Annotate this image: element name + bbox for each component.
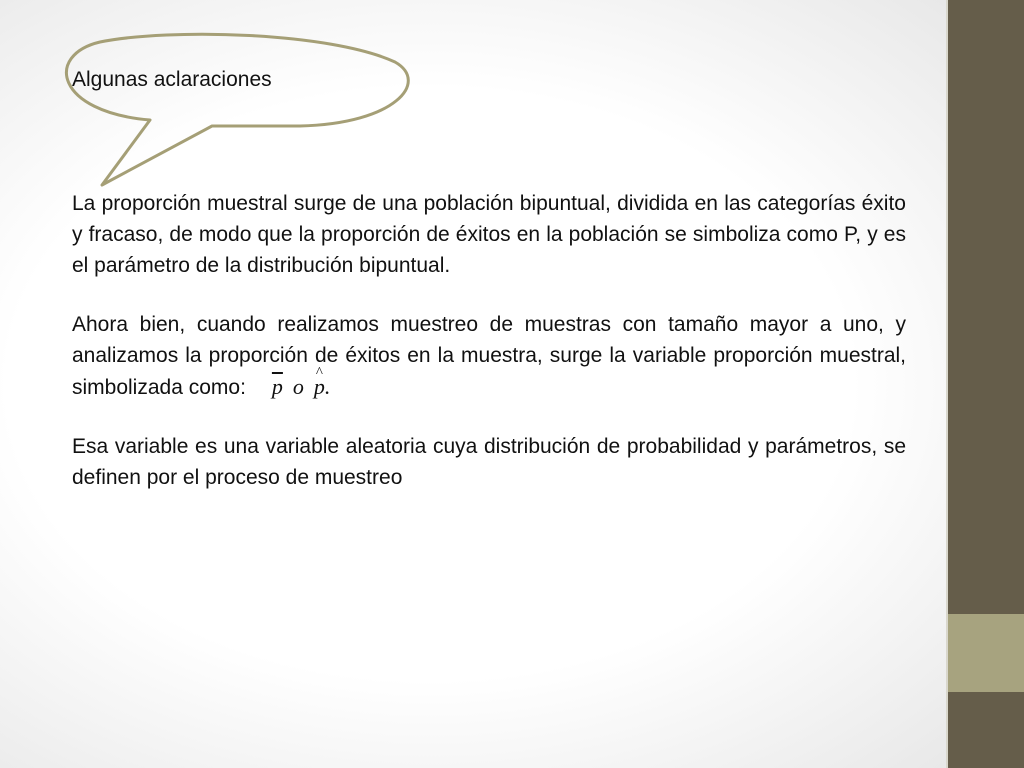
paragraph-1: La proporción muestral surge de una población bipuntual, dividida en las categorías éxito y fracaso, de modo que la proporción de éxitos en la población se simboliza como P, y es el parámetro de la distribución bipuntual. <box>72 192 906 277</box>
speech-bubble <box>0 0 420 200</box>
bubble-title: Algunas aclaraciones <box>72 68 272 91</box>
p-hat-symbol: ^ p <box>314 371 325 402</box>
paragraph-3: Esa variable es una variable aleatoria cuya distribución de probabilidad y parámetros, se definen por el proceso de muestreo <box>72 435 906 489</box>
paragraph-2 <box>72 309 906 403</box>
formula <box>272 371 331 402</box>
formula-conjunction: o <box>292 374 304 399</box>
speech-bubble-outline <box>66 34 408 185</box>
paragraph-2-text: Ahora bien, cuando realizamos muestreo de muestras con tamaño mayor a uno, y analizamos la proporción de éxitos en la muestra, surge la variable proporción muestral, simbolizada como: <box>72 313 906 399</box>
formula-terminator: . <box>324 374 331 399</box>
body-text <box>72 188 906 521</box>
sidebar-accent-block <box>948 614 1024 692</box>
p-bar-symbol: $\overline{p}$ <box>271 374 283 399</box>
